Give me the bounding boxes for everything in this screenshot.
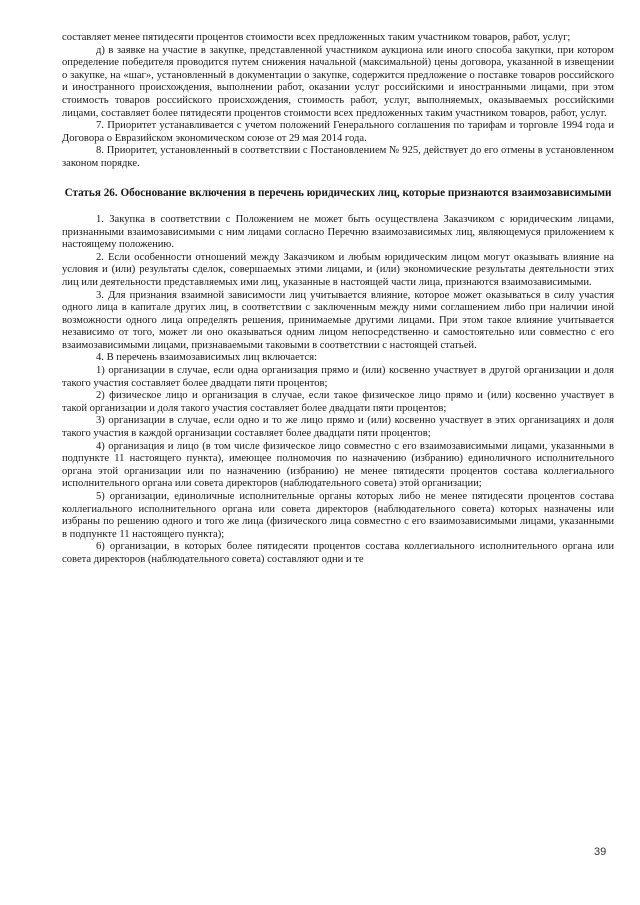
page-content (62, 32, 614, 567)
article-paragraph-4: 4. В перечень взаимозависимых лиц включается: (96, 352, 318, 364)
paragraph-item-8: 8. Приоритет, установленный в соответствии с Постановлением № 925, действует до его отмены в установленном законом порядке. (62, 145, 614, 169)
page-number: 39 (594, 846, 607, 858)
article-paragraph-2: 2. Если особенности отношений между Заказчиком и любым юридическим лицом могут оказывать влияние на условия и (или) результаты сделок, совершаемых этими лицами, и (или) экономические результаты деятельности этих лиц или деятельности представляемых ими лиц, указанные в настоящей части лица, признаются взаимозависимыми. (62, 251, 614, 288)
article-subitem-1: 1) организации в случае, если одна организация прямо и (или) косвенно участвует в другой организации и доля такого участия составляет более двадцати пяти процентов; (62, 365, 614, 389)
paragraph-subitem-d: д) в заявке на участие в закупке, представленной участником аукциона или иного способа закупки, при котором определение победителя проводится путем снижения начальной (максимальной) цены договора, указанной в извещении о закупке, на «шаг», установленный в документации о закупке, содержится предложение о поставке товаров российского и иностранного происхождения, выполнении работ, оказании услуг российскими и иностранными лицами, при этом стоимость товаров российского происхождения, стоимость работ, услуг, выполняемых, оказываемых российскими лицами, составляет более пятидесяти процентов стоимости всех предложенных таким участником товаров, работ, услуг. (62, 44, 614, 119)
article-paragraph-1: 1. Закупка в соответствии с Положением не может быть осуществлена Заказчиком с юридическим лицами, признанными взаимозависимыми с ним лицами согласно Перечню взаимозависимых лиц, являющемуся приложением к настоящему положению. (62, 213, 614, 251)
article-subitem-3: 3) организации в случае, если одно и то же лицо прямо и (или) косвенно участвует в этих организациях и доля такого участия в каждой организации составляет более двадцати пяти процентов; (62, 415, 614, 440)
paragraph-item-7: 7. Приоритет устанавливается с учетом положений Генерального соглашения по тарифам и торговле 1994 года и Договора о Евразийском экономическом союзе от 29 мая 2014 года. (62, 120, 614, 144)
article-subitem-2: 2) физическое лицо и организация в случае, если такое физическое лицо прямо и (или) косвенно участвует в такой организации и доля такого участия составляет более двадцати пяти процентов; (62, 390, 614, 414)
article-paragraph-3: 3. Для признания взаимной зависимости лиц учитывается влияние, которое может оказываться в силу участия одного лица в капитале других лиц, в соответствии с заключенным между ними соглашением либо при наличии иной возможности одного лица определять решения, принимаемые другими лицами. При этом такое влияние учитывается независимо от того, может ли оно оказываться одним лицом непосредственно и самостоятельно или совместно с его взаимозависимыми лицами, признаваемыми таковыми в соответствии с настоящей статьей. (62, 289, 614, 351)
article-subitem-4: 4) организация и лицо (в том числе физическое лицо совместно с его взаимозависимыми лицами, указанными в подпункте 11 настоящего пункта), имеющее полномочия по назначению (избранию) единоличного исполнительного органа этой организации или по назначению (избранию) не менее пятидесяти процентов состава коллегиального исполнительного органа или совета директоров (наблюдательного совета) этой организации; (62, 440, 614, 490)
article-subitem-5: 5) организации, единоличные исполнительные органы которых либо не менее пятидесяти процентов состава коллегиального исполнительного органа или совета директоров (наблюдательного совета) которых назначены или избраны по решению одного и того же лица (физического лица совместно с его взаимозависимыми лицами, указанными в подпункте 11 настоящего пункта); (62, 491, 614, 540)
article-heading: Статья 26. Обоснование включения в перечень юридических лиц, которые признаются взаимозависимыми (64, 186, 612, 199)
paragraph-intro-continuation: составляет менее пятидесяти процентов стоимости всех предложенных таким участником товаров, работ, услуг; (62, 32, 571, 43)
article-subitem-6: 6) организации, в которых более пятидесяти процентов состава коллегиального исполнительного органа или совета директоров (наблюдательного совета) составляют одни и те (62, 541, 614, 565)
